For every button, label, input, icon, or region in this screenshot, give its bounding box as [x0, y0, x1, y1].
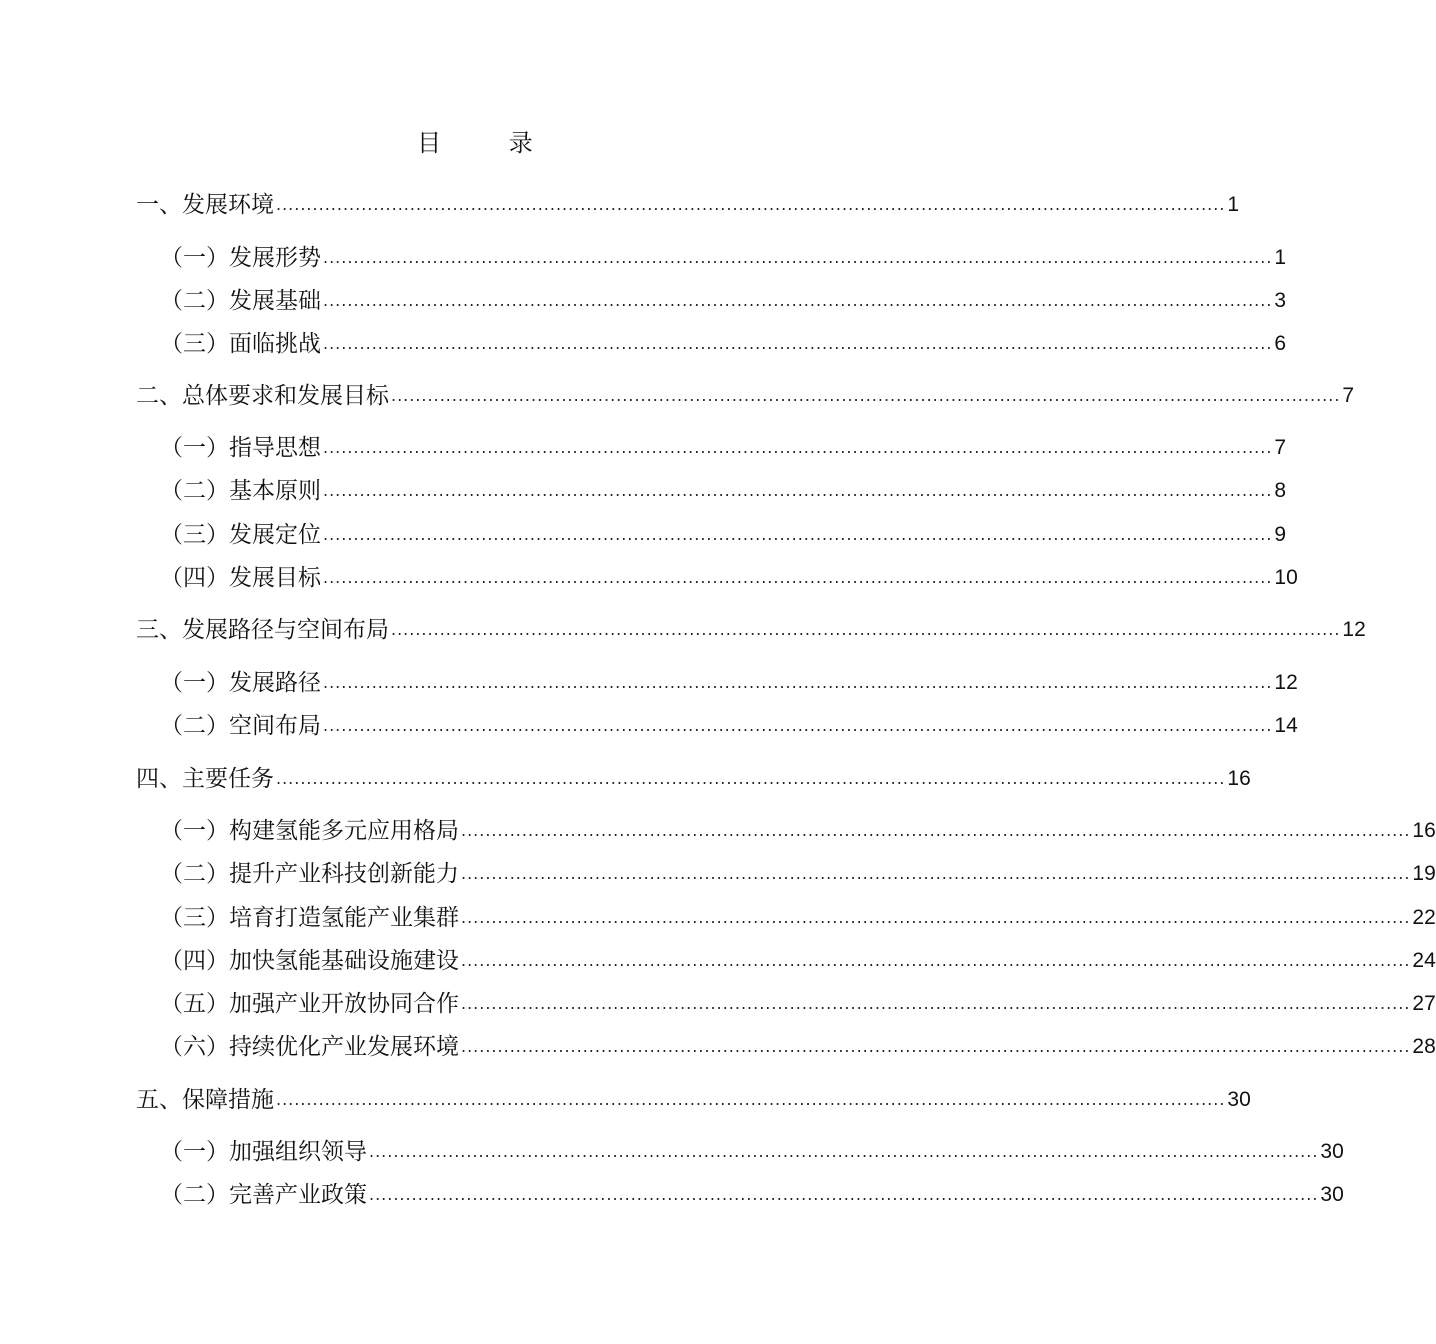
toc-dot-leader: ............................................................................................................................................................	[461, 994, 1411, 1013]
toc-dot-leader: ............................................................................................................................................................	[369, 1185, 1319, 1204]
toc-page-number: 8	[1274, 479, 1287, 502]
toc-entry-text: 四、主要任务	[136, 766, 274, 792]
toc-entry-text: （四）加快氢能基础设施建设	[160, 948, 459, 974]
toc-dot-leader: ............................................................................................................................................................	[391, 386, 1341, 405]
toc-dot-leader: ............................................................................................................................................................	[461, 1037, 1411, 1056]
toc-entry[interactable]	[136, 381, 1355, 411]
toc-page-number: 30	[1320, 1183, 1344, 1206]
toc-entry[interactable]	[160, 563, 1298, 593]
toc-entry[interactable]	[160, 711, 1298, 741]
toc-dot-leader: ............................................................................................................................................................	[461, 821, 1411, 840]
toc-entry-text: （六）持续优化产业发展环境	[160, 1034, 459, 1060]
toc-page-number: 3	[1274, 289, 1287, 312]
toc-entry-text: （二）完善产业政策	[160, 1182, 367, 1208]
toc-page-number: 10	[1274, 566, 1298, 589]
toc-dot-leader: ............................................................................................................................................................	[323, 481, 1273, 500]
toc-entry-text: （四）发展目标	[160, 565, 321, 591]
toc-page-number: 12	[1274, 671, 1298, 694]
toc-page-number: 12	[1342, 618, 1366, 641]
toc-entry-text: （三）培育打造氢能产业集群	[160, 905, 459, 931]
toc-dot-leader: ............................................................................................................................................................	[323, 334, 1273, 353]
toc-entry-text: （一）发展形势	[160, 245, 321, 271]
toc-entry[interactable]	[160, 520, 1287, 550]
toc-entry[interactable]	[160, 329, 1287, 359]
toc-page-number: 27	[1412, 992, 1436, 1015]
toc-dot-leader: ............................................................................................................................................................	[391, 620, 1341, 639]
toc-entry[interactable]	[136, 615, 1366, 645]
toc-entry[interactable]	[160, 433, 1287, 463]
toc-entry[interactable]	[160, 903, 1436, 933]
toc-entry-text: 一、发展环境	[136, 192, 274, 218]
toc-entry[interactable]	[136, 190, 1240, 220]
toc-dot-leader: ............................................................................................................................................................	[323, 438, 1273, 457]
toc-entry[interactable]	[160, 989, 1436, 1019]
toc-page-number: 24	[1412, 949, 1436, 972]
toc-entry-text: 五、保障措施	[136, 1087, 274, 1113]
toc-entry[interactable]	[160, 1137, 1344, 1167]
toc-page-number: 1	[1227, 193, 1240, 216]
toc-page-number: 28	[1412, 1035, 1436, 1058]
toc-page-number: 30	[1320, 1140, 1344, 1163]
toc-entry-text: （二）基本原则	[160, 478, 321, 504]
toc-page-number: 6	[1274, 332, 1287, 355]
toc-entry[interactable]	[160, 946, 1436, 976]
toc-dot-leader: ............................................................................................................................................................	[323, 525, 1273, 544]
toc-entry[interactable]	[160, 859, 1436, 889]
toc-page-number: 7	[1274, 436, 1287, 459]
toc-entry-text: （二）发展基础	[160, 288, 321, 314]
toc-entry[interactable]	[160, 668, 1298, 698]
toc-dot-leader: ............................................................................................................................................................	[276, 769, 1226, 788]
toc-entry[interactable]	[160, 1180, 1344, 1210]
toc-entry[interactable]	[160, 286, 1287, 316]
toc-dot-leader: ............................................................................................................................................................	[323, 716, 1273, 735]
toc-entry[interactable]	[160, 816, 1436, 846]
toc-entry-text: 二、总体要求和发展目标	[136, 383, 389, 409]
toc-page-number: 7	[1342, 384, 1355, 407]
toc-entry[interactable]	[160, 476, 1287, 506]
toc-dot-leader: ............................................................................................................................................................	[461, 864, 1411, 883]
toc-entry-text: （一）发展路径	[160, 670, 321, 696]
toc-page-number: 9	[1274, 523, 1287, 546]
toc-entry-text: （三）面临挑战	[160, 331, 321, 357]
toc-dot-leader: ............................................................................................................................................................	[323, 291, 1273, 310]
toc-entry[interactable]	[160, 1032, 1436, 1062]
toc-entry[interactable]	[136, 1085, 1251, 1115]
toc-dot-leader: ............................................................................................................................................................	[323, 248, 1273, 267]
toc-entry-text: （一）加强组织领导	[160, 1139, 367, 1165]
toc-entry-text: （二）空间布局	[160, 713, 321, 739]
toc-entry-text: （三）发展定位	[160, 522, 321, 548]
toc-entry[interactable]	[136, 764, 1251, 794]
toc-dot-leader: ............................................................................................................................................................	[369, 1142, 1319, 1161]
toc-page-number: 22	[1412, 906, 1436, 929]
toc-dot-leader: ............................................................................................................................................................	[323, 568, 1273, 587]
toc-page-number: 30	[1227, 1088, 1251, 1111]
toc-page-number: 16	[1227, 767, 1251, 790]
toc-dot-leader: ............................................................................................................................................................	[276, 1090, 1226, 1109]
toc-page-number: 14	[1274, 714, 1298, 737]
toc-page-number: 19	[1412, 862, 1436, 885]
toc-entry[interactable]	[160, 243, 1287, 273]
toc-title: 目 录	[417, 129, 563, 157]
toc-dot-leader: ............................................................................................................................................................	[461, 951, 1411, 970]
toc-dot-leader: ............................................................................................................................................................	[461, 908, 1411, 927]
toc-entry-text: （一）构建氢能多元应用格局	[160, 818, 459, 844]
toc-entry-text: （一）指导思想	[160, 435, 321, 461]
toc-entry-text: 三、发展路径与空间布局	[136, 617, 389, 643]
toc-page-number: 1	[1274, 246, 1287, 269]
toc-dot-leader: ............................................................................................................................................................	[276, 195, 1226, 214]
toc-dot-leader: ............................................................................................................................................................	[323, 673, 1273, 692]
toc-entry-text: （二）提升产业科技创新能力	[160, 861, 459, 887]
toc-page-number: 16	[1412, 819, 1436, 842]
toc-entry-text: （五）加强产业开放协同合作	[160, 991, 459, 1017]
